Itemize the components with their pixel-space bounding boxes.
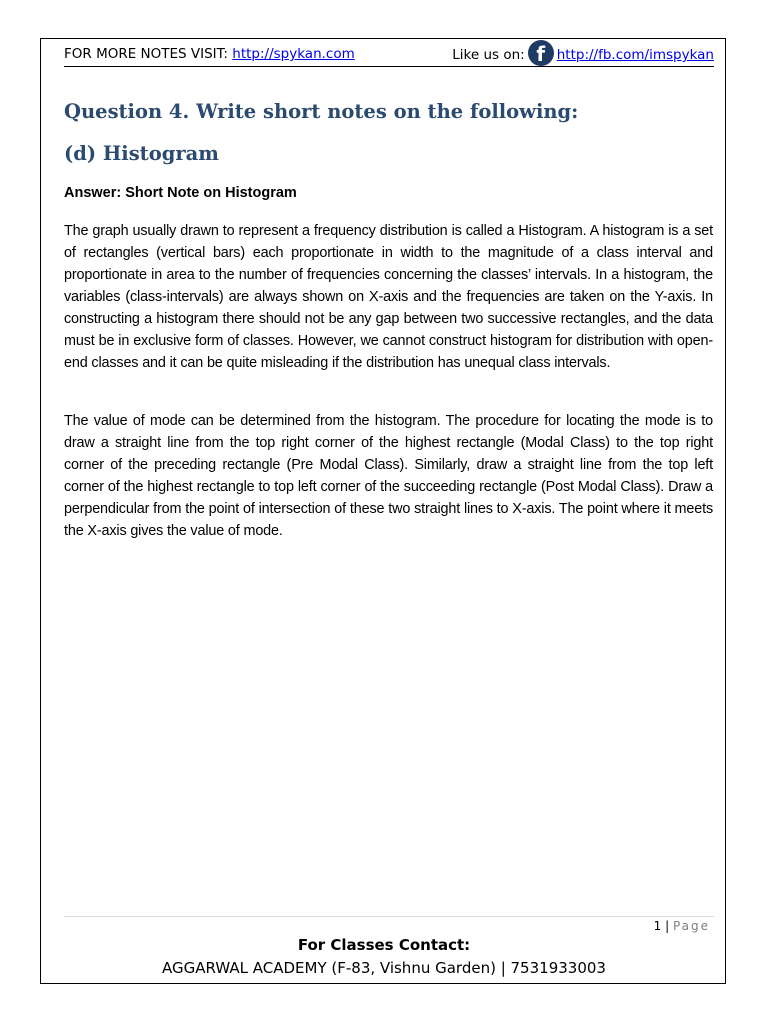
page-number-value: 1 — [653, 919, 662, 933]
answer-paragraph-1: The graph usually drawn to represent a frequency distribution is called a Histogram. A histogram is a set of rectangles (vertical bars) each proportionate in width to the magnitude of a class interval and proportionate in area to the number of frequencies concerning the classes’ intervals. In a histogram, the variables (class-intervals) are always shown on X-axis and the frequencies are taken on the Y-axis. In constructing a histogram there should not be any gap between two successive rectangles, and the data must be in exclusive form of classes. However, we cannot construct histogram for distribution with open-end classes and it can be quite misleading if the distribution has unequal class intervals. — [64, 223, 713, 371]
facebook-page-link[interactable]: http://fb.com/imspykan — [556, 47, 714, 63]
contact-address: AGGARWAL ACADEMY (F-83, Vishnu Garden) | 7531933003 — [162, 959, 606, 977]
question-title: Question 4. Write short notes on the following: — [64, 100, 579, 123]
answer-paragraph-2: The value of mode can be determined from the histogram. The procedure for locating the mode is to draw a straight line from the top right corner of the highest rectangle (Modal Class) to the top right corner of the preceding rectangle (Pre Modal Class). Similarly, draw a straight line from the top left corner of the highest rectangle to top left corner of the succeeding rectangle (Post Modal Class). Draw a perpendicular from the point of intersection of these two straight lines to X-axis. The point where it meets the X-axis gives the value of mode. — [64, 413, 713, 539]
spykan-website-link[interactable]: http://spykan.com — [232, 46, 355, 62]
answer-heading: Answer: Short Note on Histogram — [64, 185, 297, 201]
like-us-text — [452, 44, 714, 66]
page-number — [654, 919, 710, 933]
notes-visit-text — [64, 44, 355, 64]
facebook-icon[interactable]: f — [528, 40, 554, 66]
question-sub-title: (d) Histogram — [64, 142, 219, 165]
page-number-separator: | — [661, 919, 673, 933]
like-us-label: Like us on: — [452, 47, 525, 63]
notes-visit-label: FOR MORE NOTES VISIT: — [64, 46, 233, 62]
contact-title: For Classes Contact: — [297, 936, 471, 954]
footer-divider — [64, 916, 714, 917]
page-label: Page — [672, 919, 710, 933]
page-header — [64, 44, 714, 67]
